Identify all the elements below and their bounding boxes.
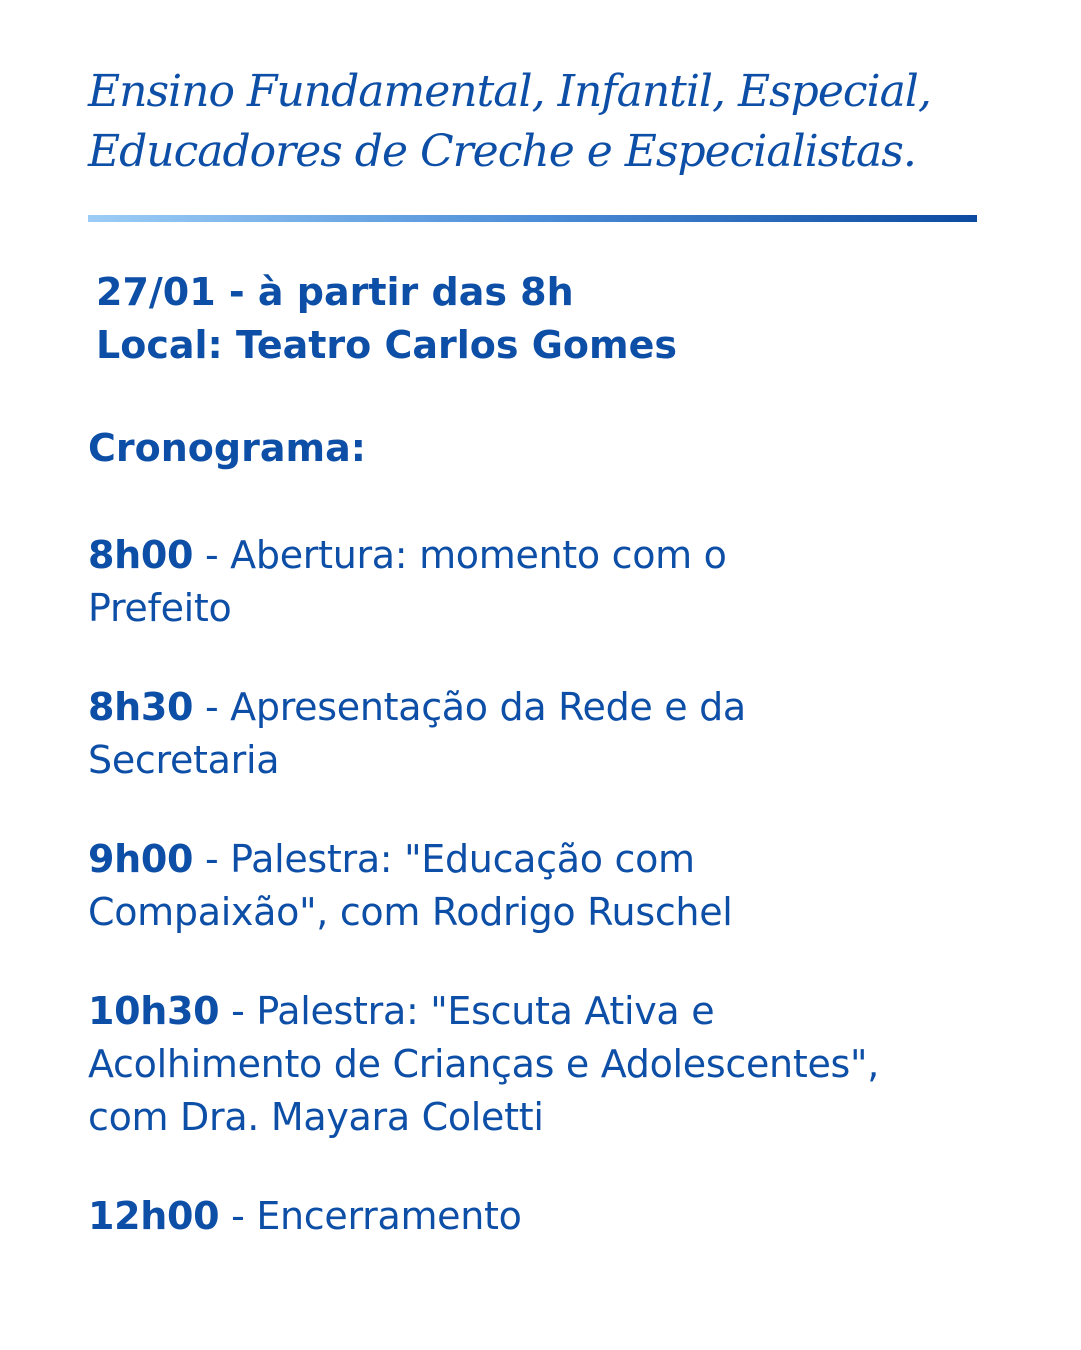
event-date: 27/01 - à partir das 8h <box>96 270 574 314</box>
schedule-time: 12h00 <box>88 1194 220 1238</box>
schedule-description-cont: Prefeito <box>88 586 232 630</box>
schedule-separator: - <box>193 837 231 881</box>
schedule-item <box>88 1190 1008 1243</box>
schedule-description-cont: Acolhimento de Crianças e Adolescentes", <box>88 1042 879 1086</box>
schedule-description: Palestra: "Escuta Ativa e <box>256 989 715 1033</box>
schedule-heading: Cronograma: <box>88 426 366 470</box>
schedule-description-cont: Secretaria <box>88 738 280 782</box>
schedule-time: 9h00 <box>88 837 194 881</box>
schedule-description-cont: com Dra. Mayara Coletti <box>88 1095 544 1139</box>
schedule-separator: - <box>219 989 257 1033</box>
schedule-description-cont: Compaixão", com Rodrigo Ruschel <box>88 890 733 934</box>
event-location: Local: Teatro Carlos Gomes <box>96 323 678 367</box>
schedule-item <box>88 681 1008 787</box>
schedule-time: 8h30 <box>88 685 194 729</box>
schedule-separator: - <box>219 1194 257 1238</box>
schedule-item <box>88 985 1008 1144</box>
schedule-description: Abertura: momento com o <box>230 533 727 577</box>
schedule-time: 8h00 <box>88 533 194 577</box>
title-line-1: Ensino Fundamental, Infantil, Especial, <box>88 66 931 117</box>
schedule-description: Apresentação da Rede e da <box>230 685 746 729</box>
schedule-separator: - <box>193 685 231 729</box>
title-line-2: Educadores de Creche e Especialistas. <box>88 126 916 177</box>
schedule-time: 10h30 <box>88 989 220 1033</box>
event-info <box>96 266 677 372</box>
schedule-description: Encerramento <box>256 1194 522 1238</box>
schedule-item <box>88 833 1008 939</box>
schedule-item <box>88 529 1008 635</box>
gradient-divider <box>88 215 977 222</box>
schedule-separator: - <box>193 533 231 577</box>
schedule-description: Palestra: "Educação com <box>230 837 695 881</box>
page-title <box>88 62 1028 182</box>
schedule-list <box>88 529 1008 1289</box>
